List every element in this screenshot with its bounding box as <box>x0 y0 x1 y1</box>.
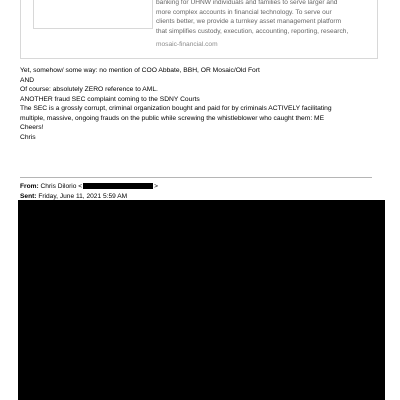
from-suffix: > <box>154 183 158 190</box>
sent-label: Sent: <box>20 192 37 200</box>
body-line: Chris <box>20 133 36 141</box>
preview-url[interactable]: mosaic-financial.com <box>156 41 218 48</box>
preview-description-line: that simplifies custody, execution, accounting, reporting, research, <box>156 27 349 35</box>
email-body <box>20 66 390 142</box>
redaction-block <box>18 200 385 400</box>
from-label: From: <box>20 183 39 190</box>
preview-description-line: more complex accounts in financial technology. To serve our <box>156 8 332 16</box>
sent-value: Friday, June 11, 2021 5:59 AM <box>38 192 128 200</box>
body-line: The SEC is a grossly corrupt, criminal organization bought and paid for by criminals ACTIVELY facilitating <box>20 105 332 113</box>
from-name: Chris Dilorio < <box>40 183 83 190</box>
redacted-email <box>83 183 153 189</box>
body-line: multiple, massive, ongoing frauds on the public while screwing the whistleblower who caught them: ME <box>20 114 325 122</box>
preview-description-line: banking for UHNW individuals and families to serve larger and <box>156 0 338 6</box>
preview-thumbnail <box>33 0 153 29</box>
body-line: Of course: absolutely ZERO reference to AML. <box>20 86 158 94</box>
body-line: AND <box>20 76 35 84</box>
body-line: Cheers! <box>20 124 44 132</box>
preview-description <box>156 0 376 36</box>
email-header <box>20 182 380 201</box>
body-line: ANOTHER fraud SEC complaint coming to the SDNY Courts <box>20 95 200 103</box>
header-separator <box>20 177 372 178</box>
body-line: Yet, somehow/ some way: no mention of COO Abbate, BBH, OR Mosaic/Old Fort <box>20 67 260 74</box>
link-preview-card[interactable] <box>20 0 378 59</box>
preview-description-line: clients better, we provide a turnkey asset management platform <box>156 18 342 26</box>
from-line <box>20 182 380 192</box>
